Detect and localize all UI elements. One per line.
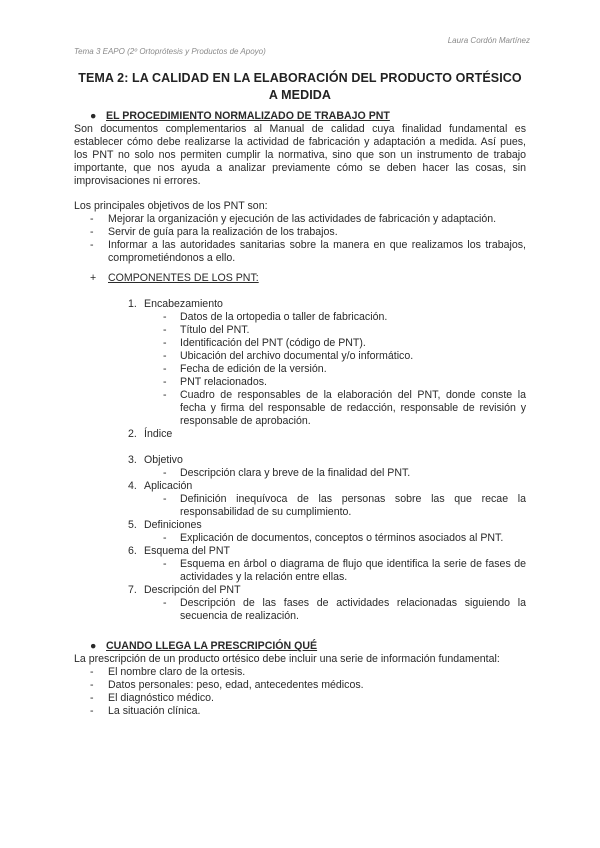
- component-item: [74, 480, 526, 493]
- dash-marker: -: [163, 311, 167, 323]
- prescription-item: [74, 705, 526, 718]
- component-number: 7.: [128, 584, 137, 596]
- objective-item: [74, 239, 526, 265]
- prescription-list: [74, 666, 526, 718]
- component-item: [74, 545, 526, 558]
- objectives-intro: Los principales objetivos de los PNT son:: [74, 200, 268, 212]
- list-item-text: Cuadro de responsables de la elaboración del PNT, donde conste la fecha y firma del responsable de redacción, responsable de revisión y responsable de aprobación.: [180, 389, 526, 427]
- spacer: [74, 285, 526, 298]
- list-item-text: PNT relacionados.: [180, 376, 267, 388]
- dash-marker: -: [163, 350, 167, 362]
- list-item-text: Informar a las autoridades sanitarias sobre la manera en que realizamos los trabajos, comprometiéndonos a ello.: [108, 239, 526, 264]
- objectives-list: [74, 213, 526, 265]
- pnt-paragraph: Son documentos complementarios al Manual de calidad cuya finalidad fundamental es establecer cómo debe realizarse la actividad de fabricación y adaptación a medida. Así pues, los PNT no solo nos permiten cumplir la normativa, sino que son un instrumento de trabajo importante, que nos ayuda a analizar previamente cómo se deben hacer las cosas, sin improvisaciones ni errores.: [74, 123, 526, 187]
- dash-marker: -: [90, 239, 94, 251]
- document-body: [74, 110, 526, 718]
- dash-marker: -: [163, 389, 167, 401]
- component-number: 5.: [128, 519, 137, 531]
- list-item-text: Definición inequívoca de las personas sobre las que recae la responsabilidad de su cumplimiento.: [180, 493, 526, 518]
- component-detail: [74, 532, 526, 545]
- component-label: Aplicación: [144, 480, 193, 492]
- list-item-text: Identificación del PNT (código de PNT).: [180, 337, 366, 349]
- list-item-text: Descripción clara y breve de la finalidad del PNT.: [180, 467, 411, 479]
- plus-marker: +: [90, 272, 97, 284]
- dash-marker: -: [163, 363, 167, 375]
- list-item-text: El diagnóstico médico.: [108, 692, 214, 704]
- component-detail: [74, 558, 526, 584]
- section-heading-text: EL PROCEDIMIENTO NORMALIZADO DE TRABAJO PNT: [106, 110, 390, 122]
- prescription-item: [74, 666, 526, 679]
- component-detail: [74, 337, 526, 350]
- title-line-1: TEMA 2: LA CALIDAD EN LA ELABORACIÓN DEL PRODUCTO ORTÉSICO: [78, 71, 522, 85]
- prescription-paragraph: La prescripción de un producto ortésico debe incluir una serie de información fundamental:: [74, 653, 500, 665]
- section-heading-text: CUANDO LLEGA LA PRESCRIPCIÓN QUÉ: [106, 640, 318, 652]
- prescription-item: [74, 692, 526, 705]
- list-item-text: Mejorar la organización y ejecución de las actividades de fabricación y adaptación.: [108, 213, 497, 225]
- list-item-text: El nombre claro de la ortesis.: [108, 666, 246, 678]
- component-label: Definiciones: [144, 519, 202, 531]
- component-label: Encabezamiento: [144, 298, 223, 310]
- component-label: Objetivo: [144, 454, 183, 466]
- dash-marker: -: [90, 705, 94, 717]
- list-item-text: Descripción de las fases de actividades relacionadas siguiendo la secuencia de realización.: [180, 597, 526, 622]
- component-detail: [74, 467, 526, 480]
- objective-item: [74, 226, 526, 239]
- dash-marker: -: [163, 324, 167, 336]
- list-item-text: Fecha de edición de la versión.: [180, 363, 327, 375]
- dash-marker: -: [90, 692, 94, 704]
- component-number: 6.: [128, 545, 137, 557]
- component-number: 1.: [128, 298, 137, 310]
- components-list: [74, 285, 526, 623]
- components-heading-text: COMPONENTES DE LOS PNT:: [108, 272, 259, 284]
- dash-marker: -: [163, 376, 167, 388]
- component-detail: [74, 311, 526, 324]
- list-item-text: Título del PNT.: [180, 324, 250, 336]
- dash-marker: -: [163, 558, 167, 570]
- prescription-item: [74, 679, 526, 692]
- component-detail: [74, 493, 526, 519]
- list-item-text: Explicación de documentos, conceptos o términos asociados al PNT.: [180, 532, 504, 544]
- components-heading: [74, 272, 526, 285]
- dash-marker: -: [90, 666, 94, 678]
- title-line-2: A MEDIDA: [268, 88, 332, 102]
- component-number: 3.: [128, 454, 137, 466]
- component-label: Descripción del PNT: [144, 584, 241, 596]
- dash-marker: -: [90, 679, 94, 691]
- dash-marker: -: [163, 493, 167, 505]
- bullet-marker: ●: [90, 640, 97, 652]
- course-subject: Tema 3 EAPO (2º Ortoprótesis y Productos de Apoyo): [74, 47, 266, 56]
- component-label: Esquema del PNT: [144, 545, 230, 557]
- component-detail: [74, 324, 526, 337]
- component-detail: [74, 350, 526, 363]
- objective-item: [74, 213, 526, 226]
- dash-marker: -: [163, 467, 167, 479]
- component-detail: [74, 363, 526, 376]
- component-item: [74, 519, 526, 532]
- component-item: [74, 428, 526, 441]
- bullet-marker: ●: [90, 110, 97, 122]
- component-label: Índice: [144, 428, 173, 440]
- component-detail: [74, 389, 526, 428]
- component-item: [74, 454, 526, 467]
- dash-marker: -: [163, 532, 167, 544]
- page-title: [74, 70, 526, 104]
- dash-marker: -: [90, 213, 94, 225]
- list-item-text: Datos de la ortopedia o taller de fabricación.: [180, 311, 388, 323]
- list-item-text: Datos personales: peso, edad, antecedentes médicos.: [108, 679, 364, 691]
- section-heading-prescription: [74, 640, 526, 653]
- list-item-text: Esquema en árbol o diagrama de flujo que identifica la serie de fases de actividades y la relación entre ellas.: [180, 558, 526, 583]
- component-detail: [74, 597, 526, 623]
- component-item: [74, 584, 526, 597]
- component-item: [74, 298, 526, 311]
- spacer: [74, 441, 526, 454]
- dash-marker: -: [90, 226, 94, 238]
- dash-marker: -: [163, 337, 167, 349]
- component-detail: [74, 376, 526, 389]
- section-heading-pnt: [74, 110, 526, 123]
- component-number: 2.: [128, 428, 137, 440]
- list-item-text: Ubicación del archivo documental y/o informático.: [180, 350, 414, 362]
- list-item-text: Servir de guía para la realización de los trabajos.: [108, 226, 338, 238]
- list-item-text: La situación clínica.: [108, 705, 201, 717]
- author-name: Laura Cordón Martínez: [447, 36, 530, 45]
- component-number: 4.: [128, 480, 137, 492]
- dash-marker: -: [163, 597, 167, 609]
